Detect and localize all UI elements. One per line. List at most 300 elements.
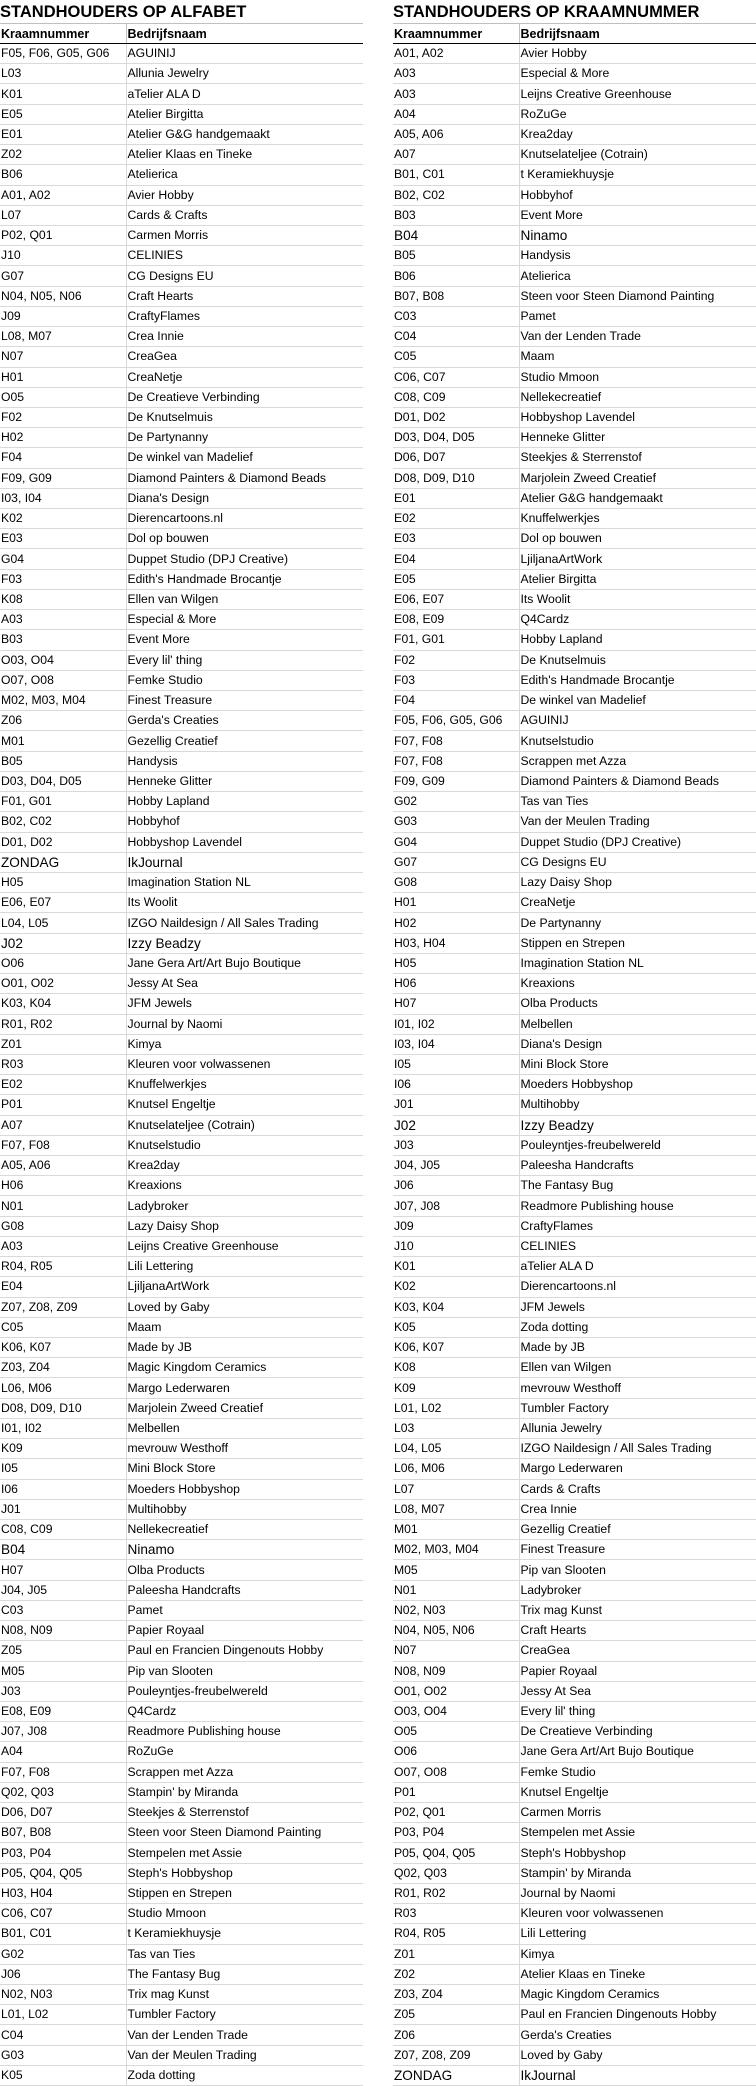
company-name-cell: Steen voor Steen Diamond Painting bbox=[126, 1823, 363, 1843]
company-name-cell: Ladybroker bbox=[519, 1580, 756, 1600]
table-row bbox=[393, 1661, 756, 1681]
table-row bbox=[393, 1338, 756, 1358]
stand-number-cell: O01, O02 bbox=[393, 1681, 519, 1701]
stand-number-cell: D06, D07 bbox=[0, 1803, 126, 1823]
table-row bbox=[393, 1176, 756, 1196]
table-row bbox=[393, 1701, 756, 1721]
table-row bbox=[393, 1641, 756, 1661]
table-row bbox=[393, 1277, 756, 1297]
stand-number-cell: A04 bbox=[393, 104, 519, 124]
table-row bbox=[0, 771, 363, 791]
company-name-cell: CreaGea bbox=[126, 347, 363, 367]
company-name-cell: Edith's Handmade Brocantje bbox=[126, 569, 363, 589]
stand-number-cell: O06 bbox=[393, 1742, 519, 1762]
stand-number-cell: F03 bbox=[0, 569, 126, 589]
table-row bbox=[393, 2025, 756, 2045]
table-row bbox=[0, 1156, 363, 1176]
stand-number-cell: C04 bbox=[0, 2025, 126, 2045]
table-row bbox=[0, 1398, 363, 1418]
company-name-cell: Knuffelwerkjes bbox=[126, 1075, 363, 1095]
stand-number-cell: M05 bbox=[0, 1661, 126, 1681]
table-row bbox=[0, 1600, 363, 1620]
company-name-cell: Jane Gera Art/Art Bujo Boutique bbox=[126, 953, 363, 973]
company-name-cell: Van der Lenden Trade bbox=[519, 327, 756, 347]
stand-number-cell: H07 bbox=[0, 1560, 126, 1580]
stand-number-cell: C08, C09 bbox=[0, 1519, 126, 1539]
stand-number-cell: K01 bbox=[393, 1257, 519, 1277]
stand-number-cell: G02 bbox=[0, 1944, 126, 1964]
stand-number-cell: J06 bbox=[393, 1176, 519, 1196]
table-row bbox=[393, 812, 756, 832]
stand-number-cell: A01, A02 bbox=[0, 185, 126, 205]
table-row bbox=[393, 509, 756, 529]
company-name-cell: Knutselstudio bbox=[126, 1135, 363, 1155]
table-row bbox=[0, 145, 363, 165]
table-row bbox=[0, 1540, 363, 1560]
table-row bbox=[393, 1964, 756, 1984]
table-row bbox=[0, 1985, 363, 2005]
stand-number-cell: L03 bbox=[0, 64, 126, 84]
company-name-cell: CELINIES bbox=[519, 1236, 756, 1256]
table-row bbox=[393, 1034, 756, 1054]
stand-number-cell: J07, J08 bbox=[393, 1196, 519, 1216]
company-name-cell: Paleesha Handcrafts bbox=[519, 1156, 756, 1176]
company-name-cell: Marjolein Zweed Creatief bbox=[126, 1398, 363, 1418]
company-name-cell: Pamet bbox=[126, 1600, 363, 1620]
table-row bbox=[393, 124, 756, 144]
table-row bbox=[0, 589, 363, 609]
stand-number-cell: B03 bbox=[0, 630, 126, 650]
by-stand-table-body bbox=[393, 44, 756, 2086]
company-name-cell: Multihobby bbox=[126, 1499, 363, 1519]
table-row bbox=[393, 367, 756, 387]
company-name-cell: Lili Lettering bbox=[519, 1924, 756, 1944]
company-name-cell: Kleuren voor volwassenen bbox=[519, 1904, 756, 1924]
table-row bbox=[0, 306, 363, 326]
table-row bbox=[0, 1358, 363, 1378]
table-row bbox=[0, 549, 363, 569]
stand-number-cell: G03 bbox=[0, 2045, 126, 2065]
table-row bbox=[393, 549, 756, 569]
table-row bbox=[0, 1641, 363, 1661]
table-row bbox=[393, 691, 756, 711]
stand-number-cell: H03, H04 bbox=[0, 1883, 126, 1903]
stand-number-cell: L08, M07 bbox=[0, 327, 126, 347]
company-name-cell: Knuffelwerkjes bbox=[519, 509, 756, 529]
stand-number-cell: F05, F06, G05, G06 bbox=[0, 44, 126, 64]
stand-number-cell: L08, M07 bbox=[393, 1499, 519, 1519]
stand-number-cell: H02 bbox=[393, 913, 519, 933]
stand-number-cell: M01 bbox=[393, 1519, 519, 1539]
company-name-cell: Tas van Ties bbox=[126, 1944, 363, 1964]
stand-number-cell: O03, O04 bbox=[393, 1701, 519, 1721]
company-name-cell: Carmen Morris bbox=[519, 1803, 756, 1823]
stand-number-cell: R01, R02 bbox=[393, 1883, 519, 1903]
company-name-cell: AGUINIJ bbox=[126, 44, 363, 64]
company-name-cell: Leijns Creative Greenhouse bbox=[519, 84, 756, 104]
company-name-cell: Magic Kingdom Ceramics bbox=[519, 1985, 756, 2005]
company-name-cell: Stempelen met Assie bbox=[126, 1843, 363, 1863]
stand-number-cell: B01, C01 bbox=[0, 1924, 126, 1944]
table-row bbox=[393, 1519, 756, 1539]
stand-number-cell: G04 bbox=[393, 832, 519, 852]
company-name-cell: Marjolein Zweed Creatief bbox=[519, 468, 756, 488]
stand-number-cell: O07, O08 bbox=[0, 670, 126, 690]
stand-number-cell: L07 bbox=[0, 205, 126, 225]
table-row bbox=[0, 670, 363, 690]
company-name-cell: Lazy Daisy Shop bbox=[519, 872, 756, 892]
company-name-cell: Made by JB bbox=[519, 1338, 756, 1358]
company-name-cell: The Fantasy Bug bbox=[126, 1964, 363, 1984]
stand-number-cell: L01, L02 bbox=[393, 1398, 519, 1418]
company-name-cell: Kreaxions bbox=[519, 974, 756, 994]
stand-number-cell: ZONDAG bbox=[0, 852, 126, 872]
company-name-cell: Finest Treasure bbox=[126, 691, 363, 711]
stand-number-cell: C06, C07 bbox=[0, 1904, 126, 1924]
table-row bbox=[393, 1135, 756, 1155]
company-name-cell: Nellekecreatief bbox=[126, 1519, 363, 1539]
table-row bbox=[0, 286, 363, 306]
company-name-cell: Van der Lenden Trade bbox=[126, 2025, 363, 2045]
table-row bbox=[393, 1297, 756, 1317]
stand-number-cell: F07, F08 bbox=[393, 731, 519, 751]
table-row bbox=[0, 468, 363, 488]
table-row bbox=[0, 1621, 363, 1641]
stand-number-cell: B06 bbox=[0, 165, 126, 185]
company-name-cell: Hobbyshop Lavendel bbox=[519, 407, 756, 427]
stand-number-cell: F09, G09 bbox=[393, 771, 519, 791]
company-name-cell: The Fantasy Bug bbox=[519, 1176, 756, 1196]
column-header-company: Bedrijfsnaam bbox=[126, 24, 363, 44]
company-name-cell: Mini Block Store bbox=[126, 1459, 363, 1479]
table-row bbox=[0, 691, 363, 711]
table-row bbox=[0, 1479, 363, 1499]
table-row bbox=[0, 933, 363, 953]
stand-number-cell: F07, F08 bbox=[393, 751, 519, 771]
company-name-cell: De Knutselmuis bbox=[126, 407, 363, 427]
table-row bbox=[0, 1843, 363, 1863]
stand-number-cell: N07 bbox=[0, 347, 126, 367]
table-row bbox=[393, 792, 756, 812]
table-row bbox=[393, 2045, 756, 2065]
stand-number-cell: B04 bbox=[393, 225, 519, 245]
company-name-cell: Steph's Hobbyshop bbox=[126, 1863, 363, 1883]
table-row bbox=[393, 1075, 756, 1095]
stand-number-cell: E05 bbox=[0, 104, 126, 124]
company-name-cell: De Partynanny bbox=[519, 913, 756, 933]
table-row bbox=[0, 1196, 363, 1216]
stand-number-cell: K08 bbox=[0, 589, 126, 609]
table-row bbox=[0, 893, 363, 913]
stand-number-cell: N07 bbox=[393, 1641, 519, 1661]
header-row bbox=[393, 24, 756, 44]
table-row bbox=[0, 913, 363, 933]
stand-number-cell: F05, F06, G05, G06 bbox=[393, 711, 519, 731]
stand-number-cell: J01 bbox=[393, 1095, 519, 1115]
table-row bbox=[393, 1014, 756, 1034]
table-row bbox=[0, 124, 363, 144]
company-name-cell: Dierencartoons.nl bbox=[126, 509, 363, 529]
company-name-cell: Atelier Klaas en Tineke bbox=[519, 1964, 756, 1984]
table-row bbox=[393, 266, 756, 286]
stand-number-cell: Z06 bbox=[0, 711, 126, 731]
table-row bbox=[393, 1883, 756, 1903]
company-name-cell: Every lil' thing bbox=[519, 1701, 756, 1721]
stand-number-cell: O01, O02 bbox=[0, 974, 126, 994]
stand-number-cell: A04 bbox=[0, 1742, 126, 1762]
table-row bbox=[0, 64, 363, 84]
alphabetical-title: STANDHOUDERS OP ALFABET bbox=[0, 3, 247, 21]
company-name-cell: Van der Meulen Trading bbox=[519, 812, 756, 832]
company-name-cell: De Knutselmuis bbox=[519, 650, 756, 670]
company-name-cell: Atelier Birgitta bbox=[519, 569, 756, 589]
table-row bbox=[393, 1378, 756, 1398]
company-name-cell: Especial & More bbox=[126, 610, 363, 630]
company-name-cell: Imagination Station NL bbox=[519, 953, 756, 973]
stand-number-cell: E02 bbox=[0, 1075, 126, 1095]
stand-number-cell: K01 bbox=[0, 84, 126, 104]
table-row bbox=[393, 1317, 756, 1337]
table-row bbox=[0, 266, 363, 286]
stand-number-cell: Z02 bbox=[0, 145, 126, 165]
company-name-cell: Hobbyhof bbox=[126, 812, 363, 832]
stand-number-cell: E04 bbox=[0, 1277, 126, 1297]
company-name-cell: t Keramiekhuysje bbox=[126, 1924, 363, 1944]
stand-number-cell: K03, K04 bbox=[0, 994, 126, 1014]
stand-number-cell: A03 bbox=[0, 610, 126, 630]
stand-number-cell: K05 bbox=[0, 2065, 126, 2085]
table-row bbox=[393, 1257, 756, 1277]
table-row bbox=[393, 711, 756, 731]
stand-number-cell: Z07, Z08, Z09 bbox=[0, 1297, 126, 1317]
company-name-cell: Atelier G&G handgemaakt bbox=[519, 488, 756, 508]
stand-number-cell: G02 bbox=[393, 792, 519, 812]
table-row bbox=[0, 387, 363, 407]
stand-number-cell: J06 bbox=[0, 1964, 126, 1984]
table-row bbox=[0, 751, 363, 771]
stand-number-cell: Z02 bbox=[393, 1964, 519, 1984]
company-name-cell: Avier Hobby bbox=[126, 185, 363, 205]
stand-number-cell: B06 bbox=[393, 266, 519, 286]
stand-number-cell: E08, E09 bbox=[0, 1701, 126, 1721]
stand-number-cell: Z07, Z08, Z09 bbox=[393, 2045, 519, 2065]
company-name-cell: Maam bbox=[519, 347, 756, 367]
company-name-cell: Every lil' thing bbox=[126, 650, 363, 670]
stand-number-cell: Q02, Q03 bbox=[393, 1863, 519, 1883]
table-row bbox=[0, 569, 363, 589]
table-row bbox=[0, 407, 363, 427]
company-name-cell: RoZuGe bbox=[126, 1742, 363, 1762]
table-row bbox=[0, 994, 363, 1014]
stand-number-cell: N08, N09 bbox=[0, 1621, 126, 1641]
table-row bbox=[0, 1236, 363, 1256]
table-row bbox=[393, 327, 756, 347]
company-name-cell: Studio Mmoon bbox=[519, 367, 756, 387]
company-name-cell: Diamond Painters & Diamond Beads bbox=[519, 771, 756, 791]
stand-number-cell: H02 bbox=[0, 428, 126, 448]
table-row bbox=[393, 610, 756, 630]
stand-number-cell: P05, Q04, Q05 bbox=[393, 1843, 519, 1863]
company-name-cell: Duppet Studio (DPJ Creative) bbox=[126, 549, 363, 569]
company-name-cell: Melbellen bbox=[126, 1418, 363, 1438]
table-row bbox=[0, 84, 363, 104]
table-row bbox=[393, 872, 756, 892]
company-name-cell: Henneke Glitter bbox=[519, 428, 756, 448]
table-row bbox=[0, 327, 363, 347]
stand-number-cell: G08 bbox=[0, 1216, 126, 1236]
company-name-cell: Pouleyntjes-freubelwereld bbox=[126, 1681, 363, 1701]
table-row bbox=[393, 1600, 756, 1620]
alphabetical-table-body bbox=[0, 44, 363, 2086]
company-name-cell: Krea2day bbox=[519, 124, 756, 144]
company-name-cell: Lazy Daisy Shop bbox=[126, 1216, 363, 1236]
table-row bbox=[0, 1722, 363, 1742]
company-name-cell: Moeders Hobbyshop bbox=[126, 1479, 363, 1499]
stand-number-cell: K06, K07 bbox=[0, 1338, 126, 1358]
stand-number-cell: M02, M03, M04 bbox=[0, 691, 126, 711]
company-name-cell: JFM Jewels bbox=[126, 994, 363, 1014]
company-name-cell: Jessy At Sea bbox=[519, 1681, 756, 1701]
company-name-cell: Olba Products bbox=[126, 1560, 363, 1580]
stand-number-cell: N01 bbox=[393, 1580, 519, 1600]
table-row bbox=[0, 1297, 363, 1317]
table-row bbox=[0, 1560, 363, 1580]
company-name-cell: Multihobby bbox=[519, 1095, 756, 1115]
table-row bbox=[0, 1034, 363, 1054]
company-name-cell: IZGO Naildesign / All Sales Trading bbox=[126, 913, 363, 933]
table-row bbox=[393, 1580, 756, 1600]
company-name-cell: Craft Hearts bbox=[126, 286, 363, 306]
table-row bbox=[0, 974, 363, 994]
company-name-cell: Papier Royaal bbox=[126, 1621, 363, 1641]
stand-number-cell: I03, I04 bbox=[0, 488, 126, 508]
table-row bbox=[393, 1722, 756, 1742]
company-name-cell: Pip van Slooten bbox=[126, 1661, 363, 1681]
company-name-cell: Q4Cardz bbox=[519, 610, 756, 630]
company-name-cell: Avier Hobby bbox=[519, 44, 756, 64]
stand-number-cell: P01 bbox=[393, 1782, 519, 1802]
company-name-cell: CG Designs EU bbox=[126, 266, 363, 286]
stand-number-cell: B01, C01 bbox=[393, 165, 519, 185]
company-name-cell: Stippen en Strepen bbox=[519, 933, 756, 953]
stand-number-cell: D01, D02 bbox=[0, 832, 126, 852]
company-name-cell: Handysis bbox=[519, 246, 756, 266]
table-row bbox=[0, 1115, 363, 1135]
company-name-cell: Gezellig Creatief bbox=[519, 1519, 756, 1539]
table-row bbox=[0, 1580, 363, 1600]
table-row bbox=[0, 185, 363, 205]
stand-number-cell: J02 bbox=[0, 933, 126, 953]
stand-number-cell: K09 bbox=[393, 1378, 519, 1398]
company-name-cell: Zoda dotting bbox=[519, 1317, 756, 1337]
stand-number-cell: F07, F08 bbox=[0, 1135, 126, 1155]
stand-number-cell: K09 bbox=[0, 1439, 126, 1459]
table-row bbox=[0, 1216, 363, 1236]
table-row bbox=[0, 1277, 363, 1297]
company-name-cell: mevrouw Westhoff bbox=[126, 1439, 363, 1459]
table-row bbox=[0, 428, 363, 448]
stand-number-cell: I05 bbox=[0, 1459, 126, 1479]
company-name-cell: Cards & Crafts bbox=[126, 205, 363, 225]
table-row bbox=[393, 630, 756, 650]
stand-number-cell: Q02, Q03 bbox=[0, 1782, 126, 1802]
company-name-cell: Tumbler Factory bbox=[519, 1398, 756, 1418]
stand-number-cell: J09 bbox=[0, 306, 126, 326]
table-row bbox=[393, 1398, 756, 1418]
company-name-cell: Pamet bbox=[519, 306, 756, 326]
company-name-cell: Pouleyntjes-freubelwereld bbox=[519, 1135, 756, 1155]
stand-number-cell: F01, G01 bbox=[393, 630, 519, 650]
stand-number-cell: L06, M06 bbox=[0, 1378, 126, 1398]
stand-number-cell: F03 bbox=[393, 670, 519, 690]
table-row bbox=[0, 1863, 363, 1883]
table-row bbox=[393, 569, 756, 589]
column-header-company: Bedrijfsnaam bbox=[519, 24, 756, 44]
stand-number-cell: I01, I02 bbox=[393, 1014, 519, 1034]
stand-number-cell: R03 bbox=[393, 1904, 519, 1924]
company-name-cell: Ellen van Wilgen bbox=[519, 1358, 756, 1378]
company-name-cell: Melbellen bbox=[519, 1014, 756, 1034]
table-row bbox=[393, 1742, 756, 1762]
table-row bbox=[393, 933, 756, 953]
table-row bbox=[393, 205, 756, 225]
table-row bbox=[0, 852, 363, 872]
stand-number-cell: B02, C02 bbox=[0, 812, 126, 832]
company-name-cell: Atelier Birgitta bbox=[126, 104, 363, 124]
table-row bbox=[393, 893, 756, 913]
stand-number-cell: L01, L02 bbox=[0, 2005, 126, 2025]
company-name-cell: Izzy Beadzy bbox=[126, 933, 363, 953]
table-row bbox=[0, 1317, 363, 1337]
stand-number-cell: P02, Q01 bbox=[393, 1803, 519, 1823]
stand-number-cell: F02 bbox=[393, 650, 519, 670]
table-row bbox=[0, 529, 363, 549]
stand-number-cell: H01 bbox=[0, 367, 126, 387]
company-name-cell: Stippen en Strepen bbox=[126, 1883, 363, 1903]
stand-number-cell: D01, D02 bbox=[393, 407, 519, 427]
table-row bbox=[0, 205, 363, 225]
table-row bbox=[393, 1156, 756, 1176]
company-name-cell: Femke Studio bbox=[519, 1762, 756, 1782]
table-row bbox=[393, 1681, 756, 1701]
table-row bbox=[393, 1762, 756, 1782]
company-name-cell: Scrappen met Azza bbox=[519, 751, 756, 771]
stand-number-cell: C04 bbox=[393, 327, 519, 347]
table-row bbox=[0, 1924, 363, 1944]
company-name-cell: CreaNetje bbox=[126, 367, 363, 387]
table-row bbox=[0, 832, 363, 852]
table-row bbox=[0, 630, 363, 650]
table-row bbox=[393, 104, 756, 124]
table-row bbox=[393, 1985, 756, 2005]
stand-number-cell: L06, M06 bbox=[393, 1459, 519, 1479]
company-name-cell: Studio Mmoon bbox=[126, 1904, 363, 1924]
table-row bbox=[393, 407, 756, 427]
header-row bbox=[0, 24, 363, 44]
company-name-cell: IZGO Naildesign / All Sales Trading bbox=[519, 1439, 756, 1459]
stand-number-cell: P01 bbox=[0, 1095, 126, 1115]
stand-number-cell: L04, L05 bbox=[393, 1439, 519, 1459]
by-stand-title: STANDHOUDERS OP KRAAMNUMMER bbox=[393, 3, 700, 21]
company-name-cell: Stampin' by Miranda bbox=[126, 1782, 363, 1802]
company-name-cell: Allunia Jewelry bbox=[126, 64, 363, 84]
table-row bbox=[393, 1479, 756, 1499]
stand-number-cell: D06, D07 bbox=[393, 448, 519, 468]
company-name-cell: Maam bbox=[126, 1317, 363, 1337]
table-row bbox=[0, 812, 363, 832]
company-name-cell: Crea Innie bbox=[519, 1499, 756, 1519]
table-row bbox=[0, 347, 363, 367]
